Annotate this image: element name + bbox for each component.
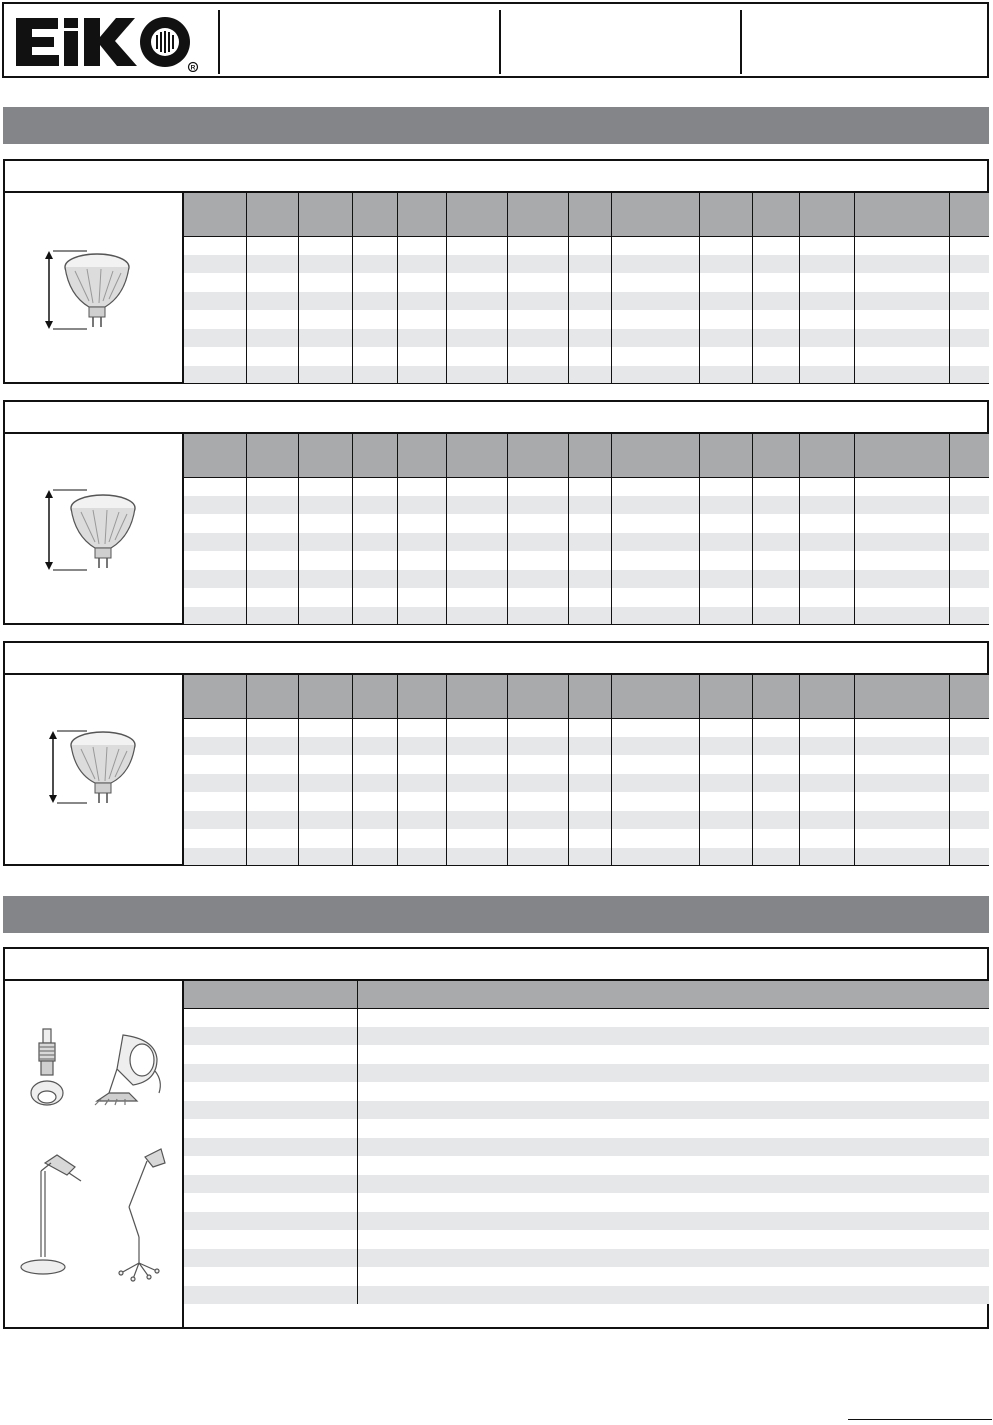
table-row [184,1027,989,1046]
footer-rule [848,1419,992,1420]
table-row [184,570,989,589]
product-section [3,400,989,625]
spec-table [184,193,989,383]
table-row [184,1119,989,1138]
mr16-lamp-icon [5,434,181,622]
product-section [3,159,989,384]
table-row [184,718,989,737]
mr16-lamp-icon [5,675,181,863]
table-header-row [184,193,989,236]
table-row [184,1267,989,1286]
clamp-lamp-icon [95,1035,160,1105]
table-row [184,1064,989,1083]
table-row [184,347,989,366]
table-row [184,755,989,774]
table-header-row [184,675,989,718]
page-header [2,2,989,78]
table-row [184,792,989,811]
header-divider [499,10,501,74]
table-row [184,1156,989,1175]
header-divider [218,10,220,74]
table-row [184,292,989,311]
table-row [184,1082,989,1101]
table-row [184,774,989,793]
table-row [184,1101,989,1120]
section-bar [3,896,989,933]
table-row [184,1193,989,1212]
accessories-table [184,981,989,1304]
table-row [184,1249,989,1268]
table-row [184,533,989,552]
table-row [184,588,989,607]
section-image-cell [5,434,184,623]
table-row [184,514,989,533]
spec-table [184,675,989,865]
floor-lamp-icon [119,1149,165,1281]
accessory-image-cell [5,981,184,1327]
table-row [184,477,989,496]
table-row [184,1175,989,1194]
table-row [184,811,989,830]
fixtures-illustration [5,981,181,1327]
eiko-logo [12,12,202,72]
table-row [184,607,989,624]
section-title [5,402,987,434]
table-row [184,1008,989,1027]
section-title [5,949,987,981]
table-row [184,255,989,274]
table-row [184,236,989,255]
section-bar [3,107,989,144]
table-row [184,1230,989,1249]
table-row [184,829,989,848]
table-row [184,1212,989,1231]
table-row [184,551,989,570]
product-section [3,641,989,866]
table-row [184,496,989,515]
mr16-lamp-icon [5,193,181,381]
table-row [184,1286,989,1305]
section-title [5,161,987,193]
table-row [184,737,989,756]
section-title [5,643,987,675]
accessories-section [3,947,989,1329]
table-row [184,366,989,383]
table-row [184,1045,989,1064]
header-divider [740,10,742,74]
section-image-cell [5,193,184,382]
spec-table [184,434,989,624]
table-row [184,329,989,348]
table-header-row [184,434,989,477]
table-header-row [184,981,989,1008]
table-row [184,1138,989,1157]
svg-text:R: R [190,64,196,72]
table-row [184,310,989,329]
section-image-cell [5,675,184,864]
socket-adapter-icon [31,1029,63,1105]
table-row [184,848,989,865]
desk-lamp-icon [21,1155,81,1274]
table-row [184,273,989,292]
